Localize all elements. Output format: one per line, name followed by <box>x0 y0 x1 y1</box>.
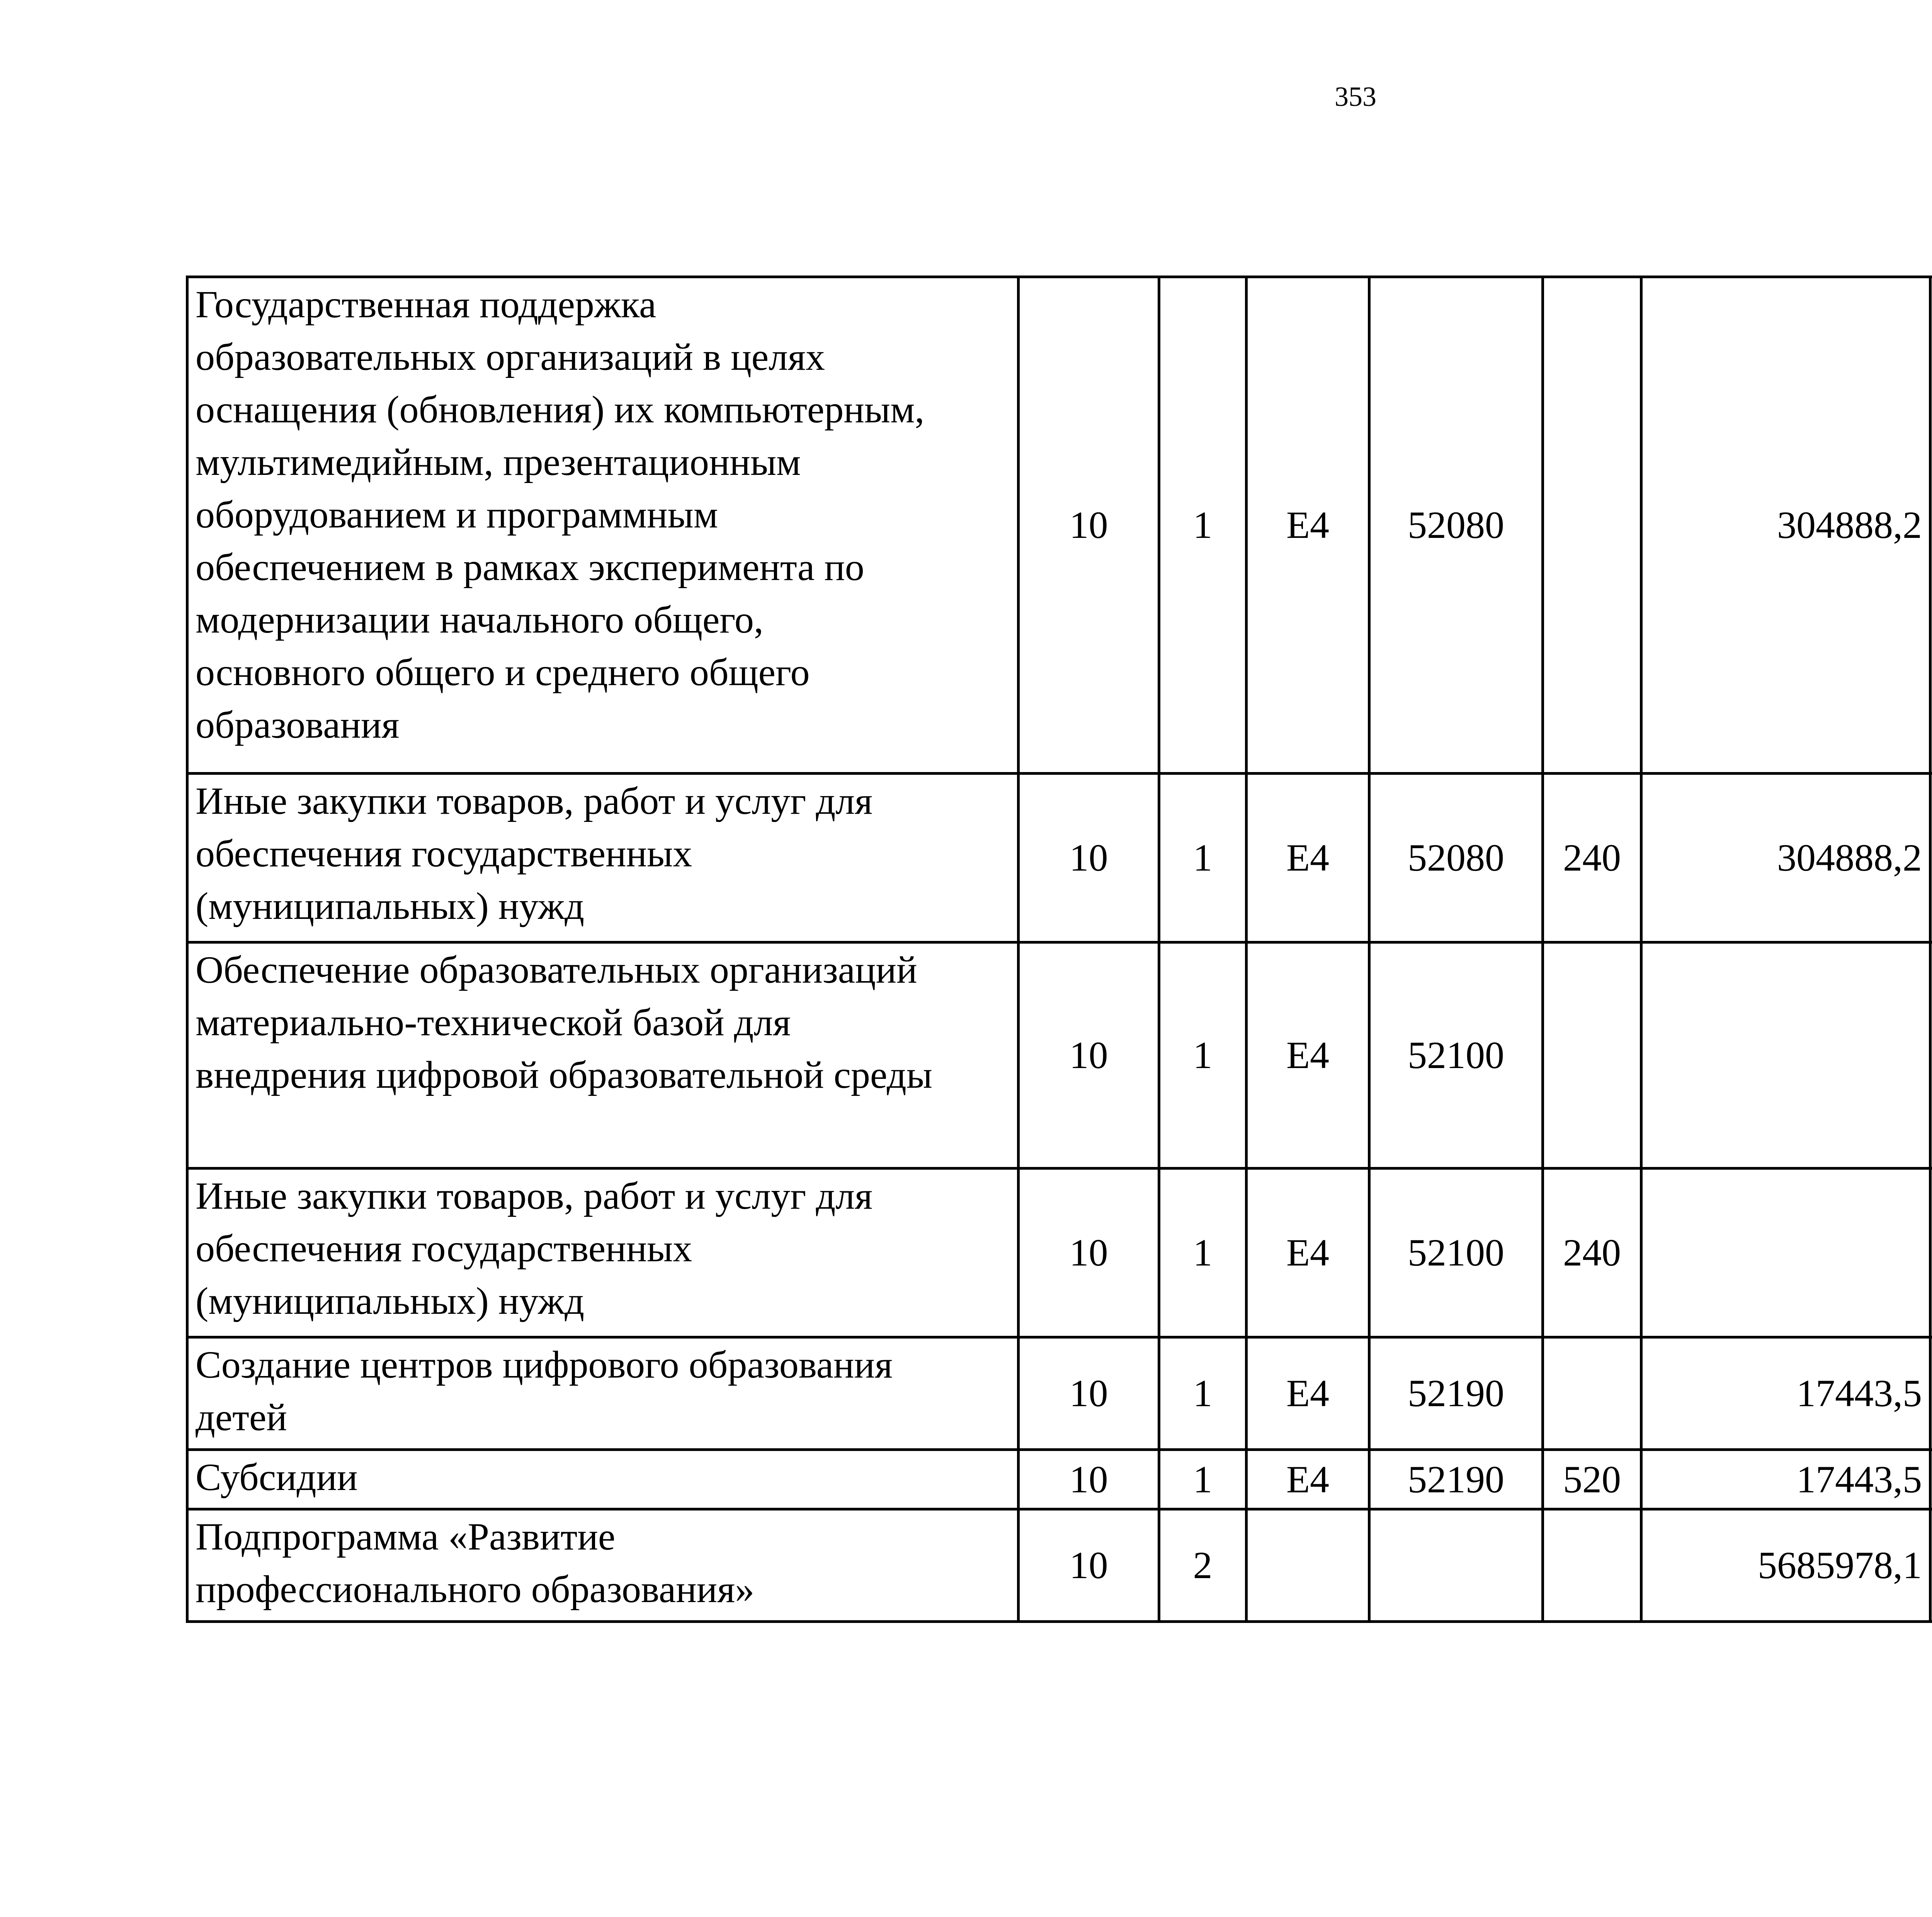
table-row <box>187 1169 1932 1337</box>
budget-table <box>186 276 1932 1623</box>
description-line: детей <box>196 1396 287 1439</box>
section-cell: 10 <box>1019 277 1159 774</box>
section-cell: 10 <box>1019 1169 1159 1337</box>
description-line: образования <box>196 703 400 746</box>
amount-1-cell <box>1641 1169 1930 1337</box>
code-cell: 52080 <box>1369 774 1543 942</box>
page-number: 353 <box>1335 81 1376 112</box>
subsection-cell: 2 <box>1159 1509 1247 1622</box>
table-row <box>187 1450 1932 1509</box>
description-line: образовательных организаций в целях <box>196 335 825 378</box>
description-cell <box>187 942 1019 1169</box>
amount-1-cell: 304888,2 <box>1641 277 1930 774</box>
description-line: материально-технической базой для <box>196 1001 791 1044</box>
expense-type-cell <box>1543 1337 1641 1450</box>
subsection-cell: 1 <box>1159 1169 1247 1337</box>
description-cell <box>187 277 1019 774</box>
expense-type-cell: 240 <box>1543 1169 1641 1337</box>
program-cell: E4 <box>1247 1450 1369 1509</box>
description-line: обеспечением в рамках эксперимента по <box>196 546 864 589</box>
section-cell: 10 <box>1019 774 1159 942</box>
amount-2-cell <box>1930 1450 1932 1509</box>
program-cell <box>1247 1509 1369 1622</box>
amount-1-cell: 304888,2 <box>1641 774 1930 942</box>
code-cell <box>1369 1509 1543 1622</box>
description-line: модернизации начального общего, <box>196 598 764 641</box>
table-row <box>187 942 1932 1169</box>
description-line: Иные закупки товаров, работ и услуг для <box>196 779 873 822</box>
subsection-cell: 1 <box>1159 1337 1247 1450</box>
amount-1-cell: 5685978,1 <box>1641 1509 1930 1622</box>
amount-1-cell <box>1641 942 1930 1169</box>
expense-type-cell: 520 <box>1543 1450 1641 1509</box>
description-line: мультимедийным, презентационным <box>196 441 801 483</box>
expense-type-cell <box>1543 942 1641 1169</box>
amount-2-cell <box>1930 1169 1932 1337</box>
description-line: Субсидии <box>196 1456 358 1499</box>
amount-2-cell <box>1930 1337 1932 1450</box>
description-cell <box>187 774 1019 942</box>
description-line: оснащения (обновления) их компьютерным, <box>196 388 925 431</box>
program-cell: E4 <box>1247 774 1369 942</box>
description-cell <box>187 1169 1019 1337</box>
table-body <box>187 277 1932 1622</box>
subsection-cell: 1 <box>1159 1450 1247 1509</box>
subsection-cell: 1 <box>1159 942 1247 1169</box>
expense-type-cell <box>1543 277 1641 774</box>
section-cell: 10 <box>1019 1337 1159 1450</box>
program-cell: E4 <box>1247 942 1369 1169</box>
description-line: (муниципальных) нужд <box>196 885 585 927</box>
amount-2-cell <box>1930 942 1932 1169</box>
amount-2-cell <box>1930 277 1932 774</box>
description-line: Создание центров цифрового образования <box>196 1343 893 1386</box>
table-row <box>187 1509 1932 1622</box>
description-line: Подпрограмма «Развитие <box>196 1515 616 1558</box>
description-line: обеспечения государственных <box>196 832 692 875</box>
description-line: профессионального образования» <box>196 1568 755 1611</box>
amount-1-cell: 17443,5 <box>1641 1337 1930 1450</box>
description-cell <box>187 1337 1019 1450</box>
amount-2-cell <box>1930 1509 1932 1622</box>
code-cell: 52080 <box>1369 277 1543 774</box>
description-line: Иные закупки товаров, работ и услуг для <box>196 1174 873 1217</box>
table-row <box>187 1337 1932 1450</box>
description-line: внедрения цифровой образовательной среды <box>196 1053 932 1096</box>
description-line: (муниципальных) нужд <box>196 1279 585 1322</box>
expense-type-cell: 240 <box>1543 774 1641 942</box>
code-cell: 52190 <box>1369 1450 1543 1509</box>
description-line: Государственная поддержка <box>196 283 656 326</box>
description-line: Обеспечение образовательных организаций <box>196 948 917 991</box>
section-cell: 10 <box>1019 1509 1159 1622</box>
section-cell: 10 <box>1019 942 1159 1169</box>
code-cell: 52190 <box>1369 1337 1543 1450</box>
table-row <box>187 277 1932 774</box>
program-cell: E4 <box>1247 1337 1369 1450</box>
amount-1-cell: 17443,5 <box>1641 1450 1930 1509</box>
amount-2-cell <box>1930 774 1932 942</box>
description-line: основного общего и среднего общего <box>196 651 810 694</box>
expense-type-cell <box>1543 1509 1641 1622</box>
description-cell <box>187 1450 1019 1509</box>
description-cell <box>187 1509 1019 1622</box>
section-cell: 10 <box>1019 1450 1159 1509</box>
subsection-cell: 1 <box>1159 277 1247 774</box>
program-cell: E4 <box>1247 1169 1369 1337</box>
program-cell: E4 <box>1247 277 1369 774</box>
table-row <box>187 774 1932 942</box>
description-line: обеспечения государственных <box>196 1227 692 1270</box>
code-cell: 52100 <box>1369 1169 1543 1337</box>
code-cell: 52100 <box>1369 942 1543 1169</box>
description-line: оборудованием и программным <box>196 493 718 536</box>
subsection-cell: 1 <box>1159 774 1247 942</box>
